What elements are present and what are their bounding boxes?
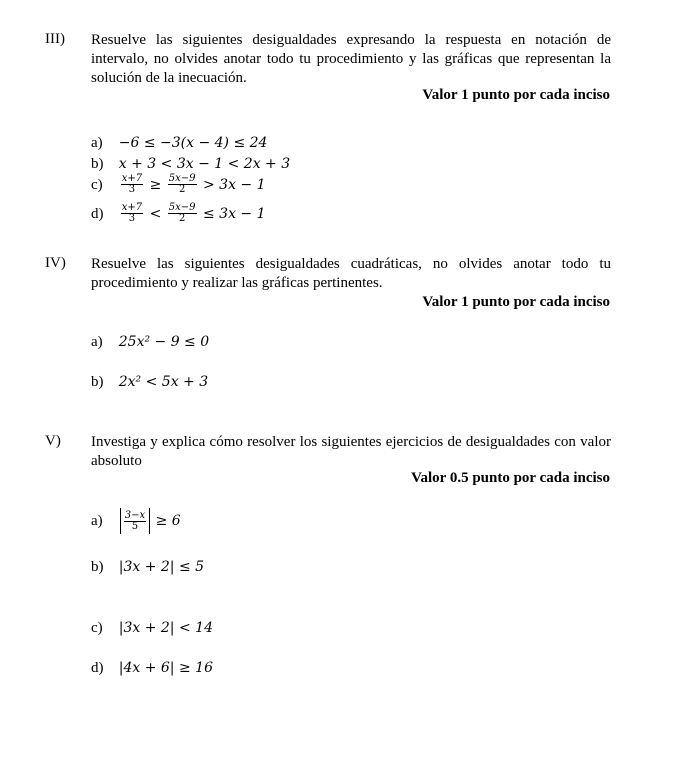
fraction bbox=[121, 203, 143, 224]
list-item bbox=[91, 620, 213, 637]
list-item bbox=[91, 559, 204, 576]
section-value: Valor 0.5 punto por cada inciso bbox=[411, 470, 610, 486]
inequality: |3x + 2| ≤ 5 bbox=[118, 559, 205, 575]
item-label: c) bbox=[91, 620, 103, 636]
section-value: Valor 1 punto por cada inciso bbox=[422, 87, 610, 103]
list-item bbox=[91, 508, 181, 534]
inequality: 25x² − 9 ≤ 0 bbox=[118, 334, 210, 350]
denominator: 5 bbox=[131, 520, 139, 532]
item-label: b) bbox=[91, 156, 104, 172]
list-item bbox=[91, 660, 213, 677]
denominator: 2 bbox=[178, 213, 186, 224]
inequality: |3x + 2| < 14 bbox=[118, 620, 213, 636]
list-item bbox=[91, 334, 209, 351]
section-instructions: Resuelve las siguientes desigualdades expresando la respuesta en notación de intervalo, no olvides anotar todo tu procedimiento y las gráficas que representan la solución de la inecuación. bbox=[91, 32, 611, 86]
fraction bbox=[121, 174, 143, 195]
list-item bbox=[91, 374, 208, 391]
item-label: a) bbox=[91, 334, 103, 350]
item-label: d) bbox=[91, 205, 104, 222]
list-item bbox=[91, 174, 266, 195]
fraction bbox=[168, 203, 197, 224]
section-number: III) bbox=[45, 31, 65, 47]
section-value: Valor 1 punto por cada inciso bbox=[422, 294, 610, 310]
section-instructions: Investiga y explica cómo resolver los siguientes ejercicios de desigualdades con valor absoluto bbox=[91, 434, 611, 469]
section-number: IV) bbox=[45, 255, 66, 271]
operator: < bbox=[149, 205, 162, 222]
numerator: 5x−9 bbox=[168, 173, 196, 184]
numerator: x+7 bbox=[121, 173, 143, 184]
fraction bbox=[124, 511, 146, 532]
item-label: a) bbox=[91, 135, 103, 151]
inequality-rest: > 3x − 1 bbox=[202, 176, 266, 193]
denominator: 3 bbox=[128, 184, 136, 195]
item-label: d) bbox=[91, 660, 104, 676]
item-label: a) bbox=[91, 513, 103, 529]
inequality: x + 3 < 3x − 1 < 2x + 3 bbox=[118, 156, 291, 172]
inequality bbox=[119, 173, 266, 195]
absolute-value-bar bbox=[149, 508, 150, 534]
inequality bbox=[119, 509, 181, 532]
item-label: b) bbox=[91, 374, 104, 390]
section-instructions: Resuelve las siguientes desigualdades cuadráticas, no olvides anotar todo tu procedimiento y realizar las gráficas pertinentes. bbox=[91, 256, 611, 291]
list-item bbox=[91, 203, 266, 224]
absolute-value-bar bbox=[120, 508, 121, 534]
list-item bbox=[91, 135, 267, 152]
inequality-rest: ≥ 6 bbox=[155, 513, 181, 529]
inequality: |4x + 6| ≥ 16 bbox=[118, 660, 213, 676]
denominator: 2 bbox=[178, 184, 186, 195]
numerator: x+7 bbox=[121, 202, 143, 213]
numerator: 5x−9 bbox=[168, 202, 196, 213]
inequality bbox=[119, 202, 266, 224]
section-number: V) bbox=[45, 433, 61, 449]
denominator: 3 bbox=[128, 213, 136, 224]
operator: ≥ bbox=[149, 176, 162, 193]
numerator: 3−x bbox=[124, 509, 146, 521]
inequality: 2x² < 5x + 3 bbox=[118, 374, 209, 390]
inequality-rest: ≤ 3x − 1 bbox=[202, 205, 266, 222]
item-label: b) bbox=[91, 559, 104, 575]
fraction bbox=[168, 174, 197, 195]
item-label: c) bbox=[91, 176, 103, 193]
list-item bbox=[91, 156, 290, 173]
inequality: −6 ≤ −3(x − 4) ≤ 24 bbox=[118, 135, 268, 151]
